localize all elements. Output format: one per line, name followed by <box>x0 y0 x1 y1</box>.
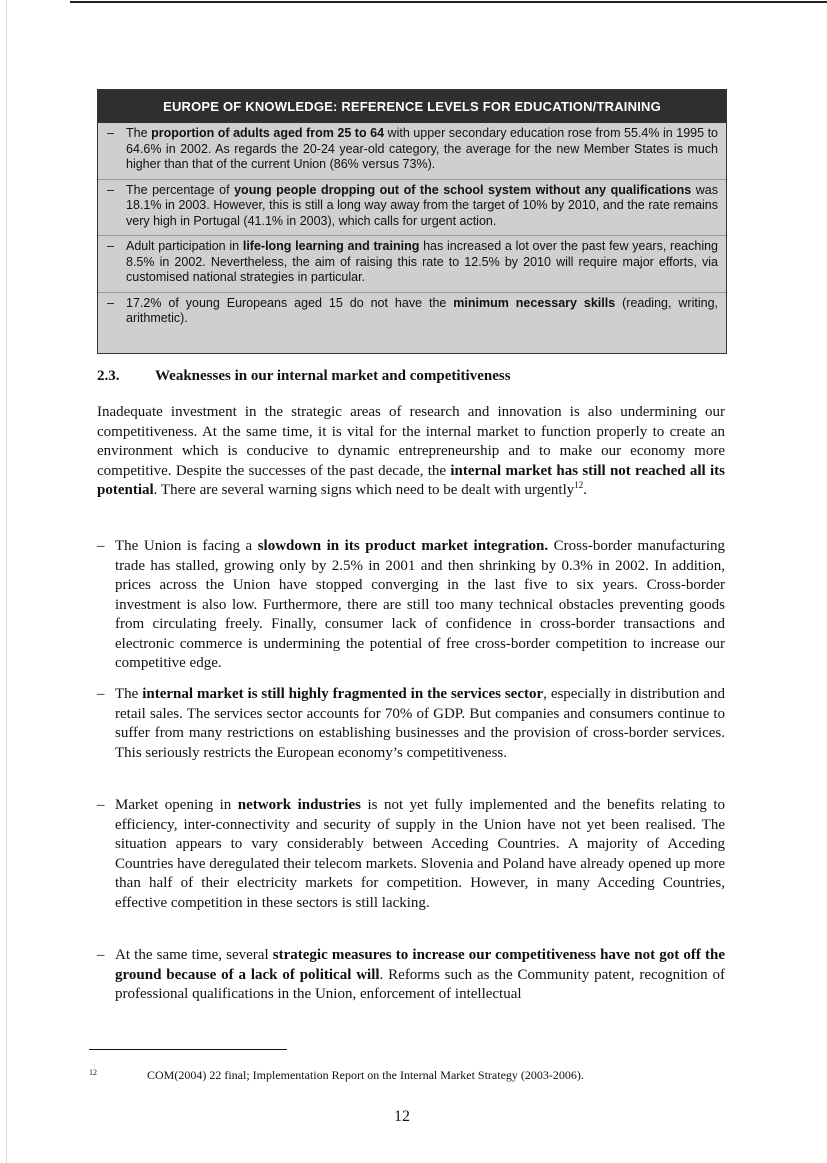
intro-paragraph: Inadequate investment in the strategic areas of research and innovation is also undermining our competitiveness. At the same time, it is vital for the internal market to function properly to create an environment which is conducive to dynamic entrepreneurship and to make our economy more competitive. Despite the successes of the past decade, the internal market has still not reached all its potential. There are several warning signs which need to be dealt with urgently$^{12}$. <box>97 404 725 498</box>
bullet-item: – At the same time, several strategic measures to increase our competitiveness have not got off the ground because of a lack of political will. Reforms such as the Community patent, recognition of professional qualifications in the Union, enforcement of intellectual <box>97 947 726 1002</box>
bullet-item: – Market opening in network industries is not yet fully implemented and the benefits relating to efficiency, inter-connectivity and security of supply in the Union have not yet been realised. The situation appears to vary considerably between Acceding Countries. A majority of Acceding Countries have deregulated their telecom markets. Slovenia and Poland have already opened up more than half of their electricity markets for competition. However, in many Acceding Countries, effective competition in these sectors is still lacking. <box>97 797 725 911</box>
box-list <box>98 123 726 333</box>
footnote-number: 12 <box>89 1068 97 1077</box>
box-list-item: – The percentage of young people dropping out of the school system without any qualifications was 18.1% in 2003. However, this is still a long way away from the target of 10% by 2010, and the rate remains very high in Portugal (41.1% in 2003), which calls for urgent action. <box>98 180 726 237</box>
reference-levels-box <box>97 89 727 354</box>
footnote <box>89 1068 584 1083</box>
section-title: Weaknesses in our internal market and competitiveness <box>155 368 511 384</box>
scan-edge-line <box>6 0 7 1163</box>
footnote-rule <box>89 1049 287 1050</box>
page-number: 12 <box>394 1108 410 1125</box>
footnote-ref: 12 <box>574 480 584 490</box>
bullet-item: – The Union is facing a slowdown in its product market integration. Cross-border manufacturing trade has stalled, growing only by 2.5% in 2001 and then shrinking by 0.3% in 2002. In addition, prices across the Union have stopped converging in the last five to six years. Cross-border investment is also low. Furthermore, there are still too many technical obstacles preventing goods from circulating freely. Finally, consumer lack of confidence in cross-border transactions and electronic commerce is undermining the potential of free cross-border competition to increase our competitive edge. <box>97 538 725 671</box>
footnote-text: COM(2004) 22 final; Implementation Report on the Internal Market Strategy (2003-2006). <box>147 1068 584 1082</box>
section-number: 2.3. <box>97 368 120 384</box>
box-list-item: – Adult participation in life-long learning and training has increased a lot over the past few years, reaching 8.5% in 2002. Nevertheless, the aim of raising this rate to 12.5% by 2010 will require major efforts, via customised national strategies in particular. <box>98 236 726 293</box>
box-list-item: – The proportion of adults aged from 25 to 64 with upper secondary education rose from 55.4% in 1995 to 64.6% in 2002. As regards the 20-24 year-old category, the average for the new Member States is much higher than that of the current Union (86% versus 73%). <box>98 123 726 180</box>
bullet-item: – The internal market is still highly fragmented in the services sector, especially in distribution and retail sales. The services sector accounts for 70% of GDP. But companies and consumers continue to suffer from many restrictions on establishing businesses and the provision of cross-border services. This seriously restricts the European economy’s competitiveness. <box>97 686 725 761</box>
section-heading <box>97 368 511 385</box>
box-list-item: – 17.2% of young Europeans aged 15 do not have the minimum necessary skills (reading, writing, arithmetic). <box>107 295 719 325</box>
box-title: EUROPE OF KNOWLEDGE: REFERENCE LEVELS FOR EDUCATION/TRAINING <box>98 90 726 123</box>
top-rule <box>70 1 827 3</box>
